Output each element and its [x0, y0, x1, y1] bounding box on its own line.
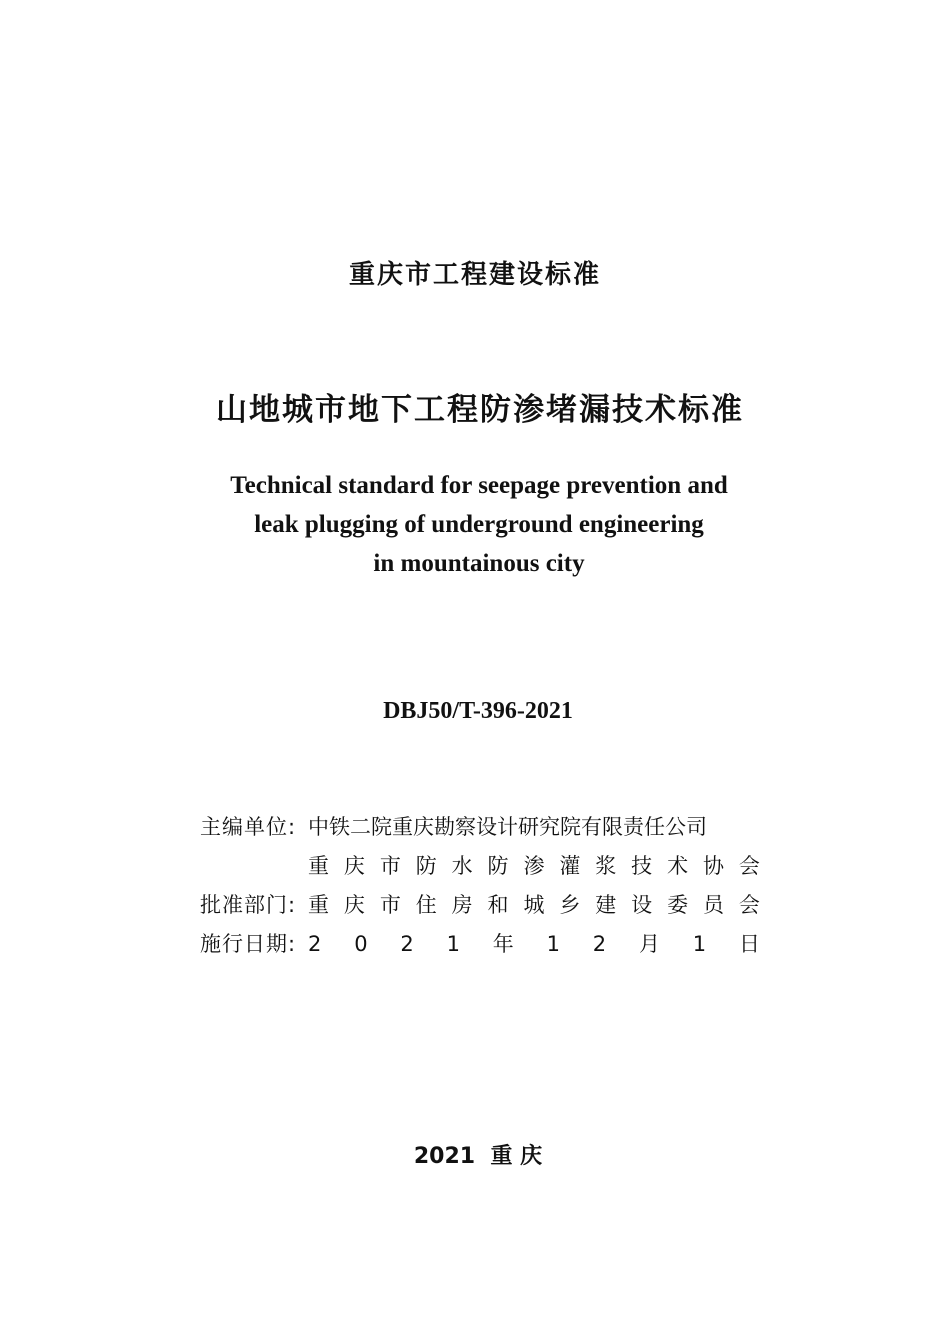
spread-character: 住: [415, 893, 437, 917]
approval-row: [200, 886, 760, 925]
spread-character: 重: [308, 854, 329, 878]
spread-character: 建: [595, 893, 617, 917]
spread-character: 术: [667, 854, 689, 878]
spread-character: 设: [631, 893, 653, 917]
footer-imprint: [0, 1140, 950, 1174]
spread-character: 渗: [523, 854, 545, 878]
series-title: 重庆市工程建设标准: [348, 260, 601, 290]
spread-character: 2: [400, 932, 414, 956]
chief-editor-row-2: [200, 847, 760, 886]
spread-character: 市: [379, 854, 401, 878]
spread-character: 水: [451, 854, 473, 878]
approval-label: 批准部门:: [200, 893, 297, 917]
effective-date-label: 施行日期:: [200, 932, 297, 956]
effective-date-row: [200, 925, 760, 964]
spread-character: 城: [523, 893, 545, 917]
chief-editor-unit-1: 中铁二院重庆勘察设计研究院有限责任公司: [308, 815, 707, 839]
spread-character: 1: [546, 932, 560, 956]
publication-info: [200, 808, 760, 964]
english-title: [0, 466, 950, 583]
chief-editor-unit-2: [308, 847, 760, 886]
spread-character: 乡: [559, 893, 581, 917]
effective-date: [308, 925, 760, 964]
standard-code: DBJ50/T-396-2021: [383, 698, 573, 724]
approval-department: [308, 886, 760, 925]
spread-character: 庆: [343, 893, 365, 917]
spread-character: 会: [738, 893, 760, 917]
english-title-line: in mountainous city: [373, 550, 585, 577]
spread-character: 2: [592, 932, 607, 956]
spread-character: 1: [692, 932, 707, 956]
spread-character: 技: [631, 854, 653, 878]
spread-character: 月: [638, 932, 660, 956]
spread-character: 市: [379, 893, 401, 917]
spread-character: 庆: [343, 854, 365, 878]
chief-editor-row: [200, 808, 760, 847]
spread-character: 浆: [595, 854, 617, 878]
spread-character: 员: [702, 893, 724, 917]
spread-character: 1: [446, 932, 460, 956]
spread-character: 年: [492, 932, 514, 956]
spread-character: 日: [738, 932, 760, 956]
spread-character: 2: [308, 932, 322, 956]
spread-character: 防: [415, 854, 437, 878]
spread-character: 协: [702, 854, 724, 878]
english-title-line: Technical standard for seepage prevention and: [230, 472, 728, 499]
footer-city: 重 庆: [490, 1144, 543, 1169]
spread-character: 灌: [559, 854, 581, 878]
spread-character: 重: [308, 893, 329, 917]
spread-character: 0: [354, 932, 368, 956]
spread-character: 和: [487, 893, 509, 917]
main-title: 山地城市地下工程防渗堵漏技术标准: [216, 392, 744, 428]
spread-character: 房: [451, 893, 473, 917]
chief-editor-label: 主编单位:: [200, 815, 297, 839]
spread-character: 委: [667, 893, 689, 917]
footer-year: 2021: [413, 1144, 476, 1169]
spread-character: 会: [738, 854, 760, 878]
spread-character: 防: [487, 854, 509, 878]
english-title-line: leak plugging of underground engineering: [254, 511, 704, 538]
